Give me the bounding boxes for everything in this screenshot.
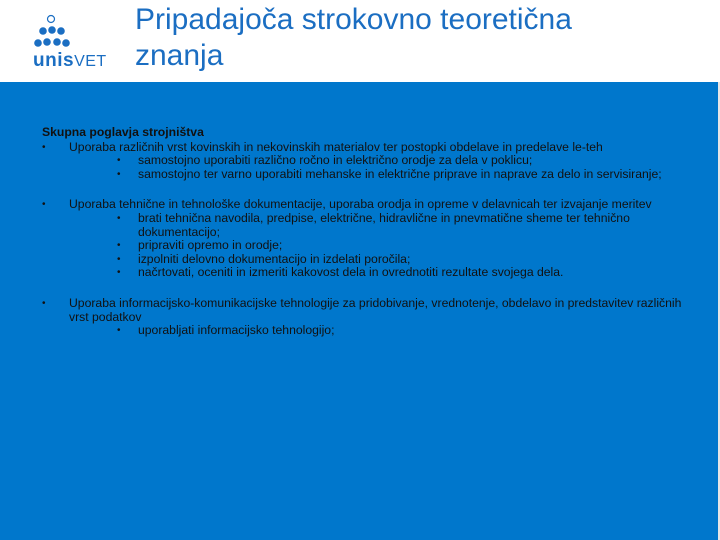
list-item <box>42 141 682 155</box>
bullet: • <box>117 240 121 252</box>
bullet: • <box>42 199 46 211</box>
sub-list-item-text: pripraviti opremo in orodje; <box>138 238 283 253</box>
list-item-text: Uporaba informacijsko-komunikacijske tehnologije za pridobivanje, vrednotenje, obdelavo in predstavitev različnih vrst podatkov <box>69 295 682 324</box>
page-title-line-2: znanja <box>135 39 224 72</box>
sub-list-item <box>42 168 682 182</box>
bullet: • <box>117 325 121 337</box>
sub-list-item-text: samostojno uporabiti različno ročno in električno orodje za dela v poklicu; <box>138 153 533 168</box>
bullet: • <box>42 141 46 153</box>
content-panel <box>0 82 718 540</box>
page-title <box>135 2 705 74</box>
logo-wordmark <box>33 50 107 72</box>
unisvet-logo <box>30 12 130 74</box>
sub-list-item-text: uporabljati informacijsko tehnologijo; <box>138 323 335 338</box>
section-heading: Skupna poglavja strojništva <box>42 125 204 139</box>
sub-list-item <box>42 266 682 280</box>
bullet: • <box>117 155 121 167</box>
sub-list-item <box>42 324 682 338</box>
bullet: • <box>42 297 46 309</box>
content-body <box>42 126 682 338</box>
sub-list-item <box>42 212 682 239</box>
sub-list-item <box>42 239 682 253</box>
bullet: • <box>117 253 121 265</box>
list-item-text: Uporaba tehnične in tehnološke dokumentacije, uporaba orodja in opreme v delavnicah ter izvajanje meritev <box>69 197 652 212</box>
list-item <box>42 198 682 212</box>
sub-list-item-text: samostojno ter varno uporabiti mehanske in električne priprave in naprave za delo in servisiranje; <box>138 166 662 181</box>
logo-dots-icon <box>30 12 130 52</box>
page-title-line-1: Pripadajoča strokovno teoretična <box>135 3 572 36</box>
slide-header <box>0 0 720 82</box>
sub-list-item-text: načrtovati, oceniti in izmeriti kakovost dela in ovrednotiti rezultate svojega dela. <box>138 265 564 280</box>
logo-text-suffix: VET <box>74 53 107 70</box>
sub-list-item <box>42 154 682 168</box>
list-item <box>42 297 682 324</box>
bullet: • <box>117 267 121 279</box>
bullet: • <box>117 212 121 224</box>
sub-list-item-text: izpolniti delovno dokumentacijo in izdelati poročila; <box>138 251 411 266</box>
bullet: • <box>117 168 121 180</box>
sub-list-item <box>42 253 682 267</box>
logo-text-main: unis <box>33 50 75 71</box>
list-item-text: Uporaba različnih vrst kovinskih in nekovinskih materialov ter postopki obdelave in predelave le-teh <box>69 139 603 154</box>
sub-list-item-text: brati tehnična navodila, predpise, električne, hidravlične in pnevmatične sheme ter tehnično dokumentacijo; <box>138 210 630 239</box>
